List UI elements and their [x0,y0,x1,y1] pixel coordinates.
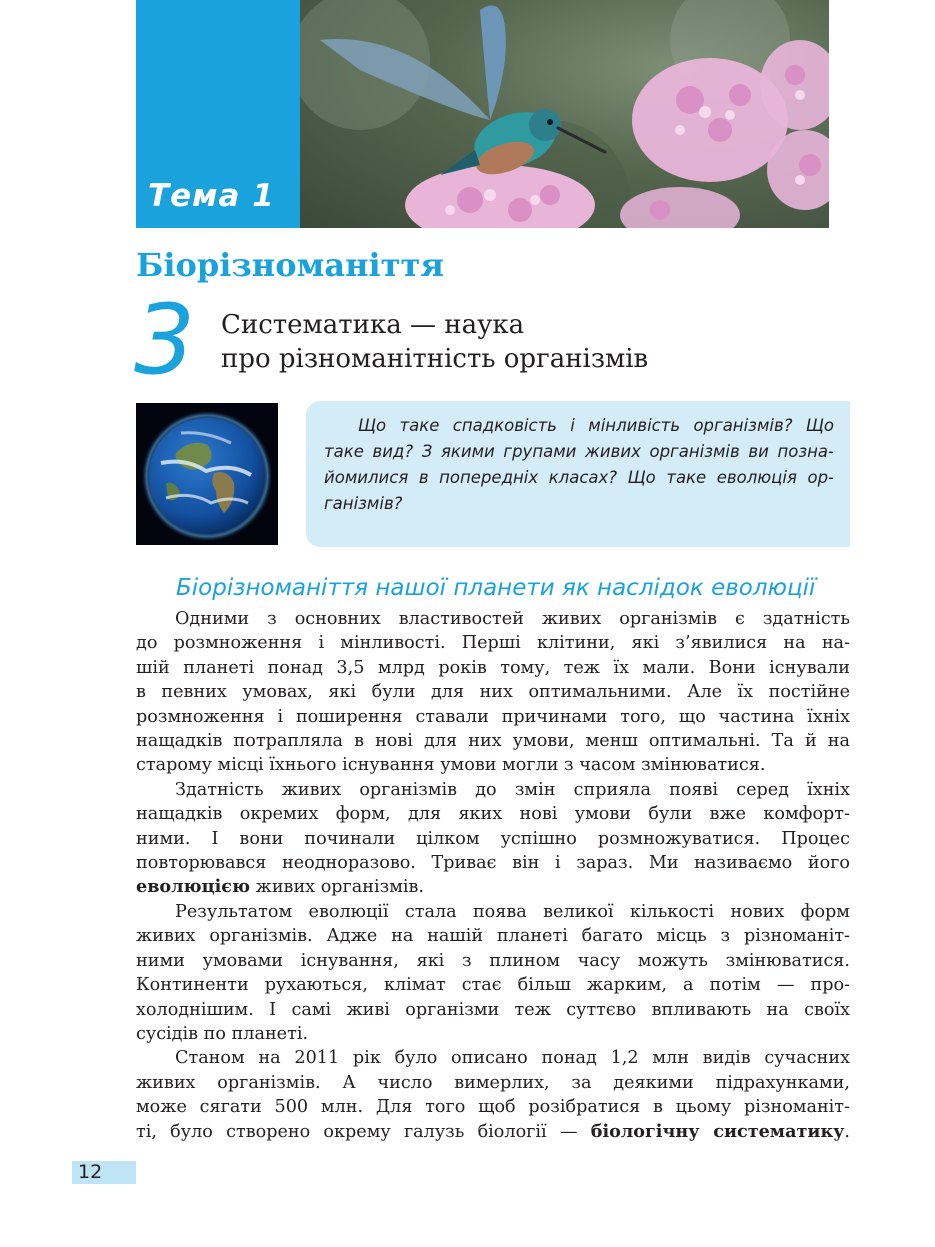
paragraph-line: до розмноження і мінливості. Перші клітини, які з’явилися на на- [136,633,850,654]
lesson-number: 3 [134,284,196,396]
warmup-questions-box [306,401,850,547]
paragraph-line [136,1120,850,1144]
paragraph-line: шій планеті понад 3,5 млрд років тому, теж їх мали. Вони існували [136,657,850,678]
paragraph-line: в певних умовах, які були для них оптимальними. Але їх постійне [136,682,850,703]
paragraph-line: холоднішим. І самі живі організми теж суттєво впливають на своїх [136,999,850,1020]
banner-color-block [136,0,300,228]
earth-photo [136,403,278,545]
section-title: Біорізноманіття нашої планети як наслідок еволюції [176,575,816,601]
paragraph-line: Одними з основних властивостей живих організмів є здатність [175,609,850,629]
paragraph-line: Результатом еволюції стала поява великої кількості нових форм [175,901,850,922]
paragraph-line: може сягати 500 млн. Для того щоб розібратися в цьому різноманіт- [136,1097,850,1118]
question-line: таке вид? З якими групами живих організмів ви позна- [324,442,834,461]
paragraph-line: сусідів по планеті. [136,1023,309,1044]
topic-banner [136,0,829,228]
paragraph-line: Станом на 2011 рік було описано понад 1,2 млн видів сучасних [175,1048,850,1069]
question-line: ганізмів? [324,494,403,513]
theme-label: Тема 1 [148,178,275,214]
body-text [136,607,850,1144]
paragraph-line: нащадків потрапляла в нові для них умови, менш оптимальні. Та й на [136,731,850,752]
paragraph-line-end: живих організмів. [250,877,425,898]
paragraph-line: нащадків окремих форм, для яких нові умови були вже комфорт- [136,804,850,825]
question-line: Що таке спадковість і мінливість організмів? Що [358,416,834,435]
question-line: йомилися в попередніх класах? Що таке еволюція ор- [324,468,834,487]
page-number: 12 [72,1161,136,1184]
term-biological-systematics: біологічну систематику [590,1120,845,1142]
lesson-title [221,308,648,376]
paragraph-line: старому місці їхнього існування умови могли з часом змінюватися. [136,755,766,776]
paragraph-line [136,875,850,899]
paragraph-line: ними. І вони починали цілком успішно розмножуватися. Процес [136,828,850,849]
paragraph-line: живих організмів. А число вимерлих, за деякими підрахунками, [136,1072,850,1093]
hummingbird-photo [300,0,829,228]
warmup-questions-text [324,413,834,517]
paragraph-line: розмноження і поширення ставали причинами того, що частина їхніх [136,706,850,727]
paragraph-line-end: . [844,1121,851,1142]
paragraph-line: Континенти рухаються, клімат стає більш жарким, а потім — про- [136,975,850,996]
term-evolution: еволюцією [136,876,251,898]
paragraph-line: Здатність живих організмів до змін сприяла появі серед їхніх [175,779,850,800]
paragraph-line: живих організмів. Адже на нашій планеті багато місць з різноманіт- [136,926,850,947]
topic-title: Біорізноманіття [136,246,444,284]
paragraph-line-start: ті, було створено окрему галузь біології — [136,1121,591,1142]
paragraph-line: ними умовами існування, які з плином часу можуть змінюватися. [136,950,850,971]
paragraph-line: повторювався неодноразово. Триває він і зараз. Ми називаємо його [136,853,850,874]
lesson-title-line: про різноманітність організмів [221,344,649,374]
lesson-title-line: Систематика — наука [221,310,525,340]
